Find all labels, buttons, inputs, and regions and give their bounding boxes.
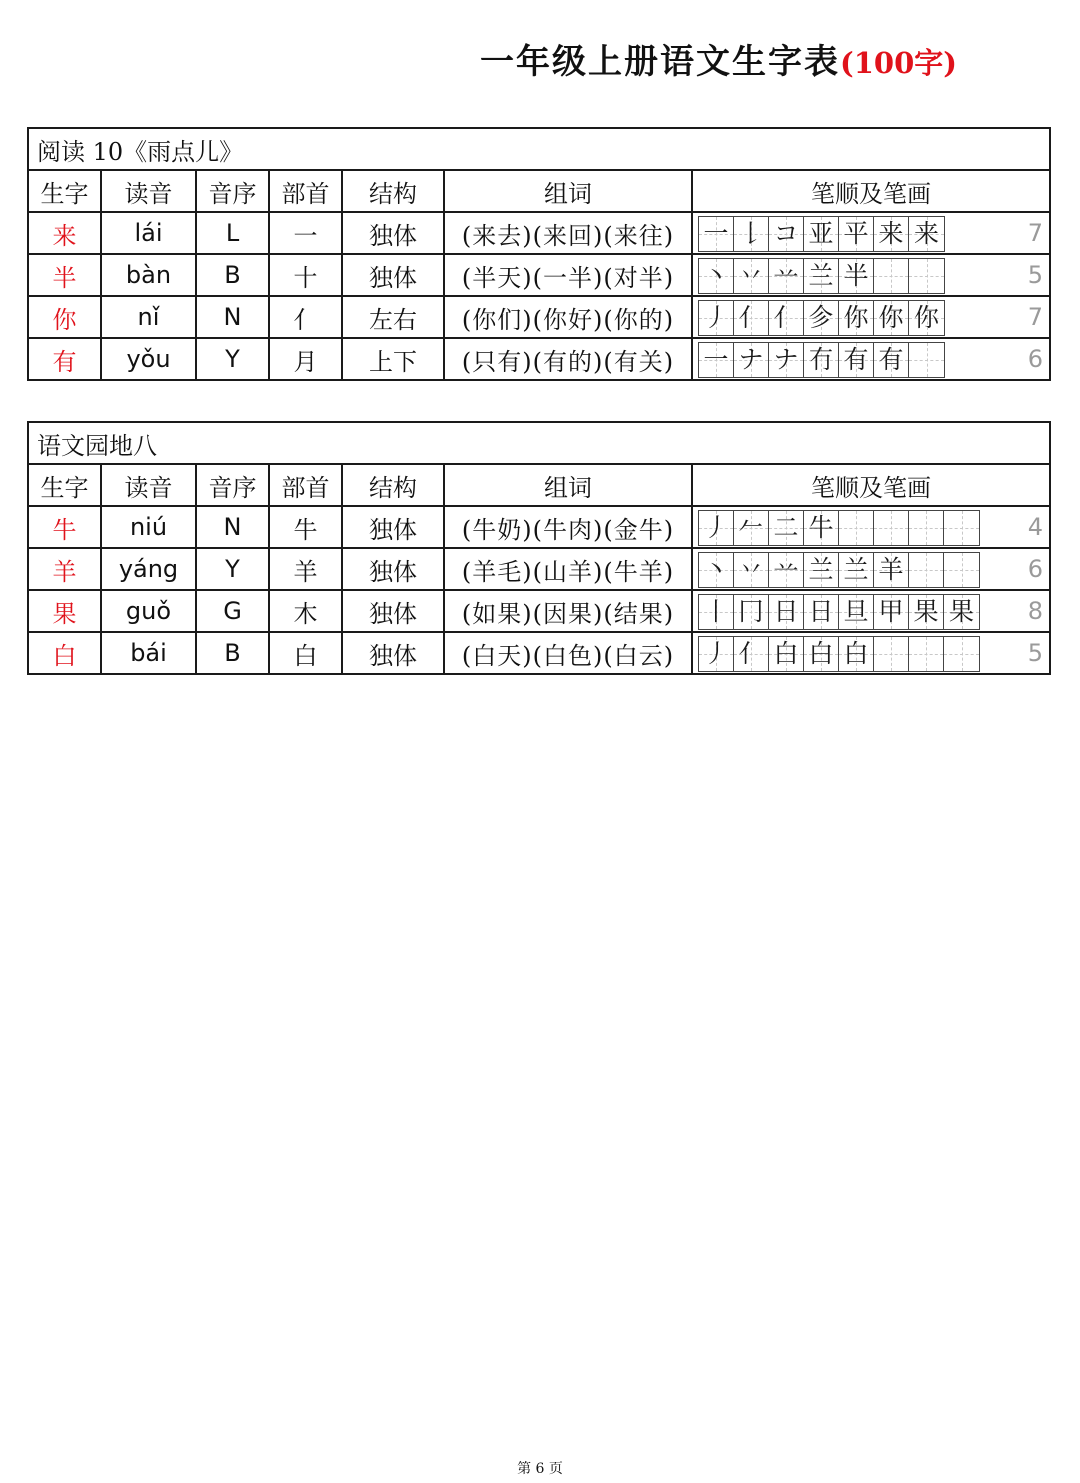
stroke-box [874, 595, 909, 629]
stroke-step: 𠂉 [738, 513, 764, 542]
char-cell: 来 [28, 212, 101, 254]
stroke-box [734, 217, 769, 251]
stroke-box [699, 301, 734, 335]
radical-cell: 亻 [269, 296, 342, 338]
char-cell: 白 [28, 632, 101, 674]
index-cell: G [196, 590, 269, 632]
radical-cell: 十 [269, 254, 342, 296]
stroke-box [874, 259, 909, 293]
stroke-step: 一 [703, 345, 729, 374]
stroke-box [909, 553, 944, 587]
character-row [28, 296, 1050, 338]
structure-cell: 独体 [342, 506, 444, 548]
stroke-order-cell [692, 548, 1050, 590]
stroke-box [874, 511, 909, 545]
char-cell: 有 [28, 338, 101, 380]
stroke-order-cell [692, 506, 1050, 548]
stroke-step: 𠄌 [738, 219, 764, 248]
stroke-box [699, 595, 734, 629]
stroke-step: 白 [808, 639, 834, 668]
stroke-step: 你 [843, 303, 869, 332]
stroke-box [769, 301, 804, 335]
stroke-box [769, 259, 804, 293]
stroke-count: 8 [1027, 597, 1044, 625]
stroke-box [909, 343, 944, 377]
stroke-grid [698, 258, 945, 294]
stroke-box [839, 343, 874, 377]
title-count: (100字) [840, 46, 957, 80]
stroke-box [734, 595, 769, 629]
lesson-table-yuwen-yuandi-8 [27, 421, 1051, 675]
stroke-step: 一 [703, 219, 729, 248]
char-cell: 牛 [28, 506, 101, 548]
stroke-step: 有 [878, 345, 904, 374]
stroke-step: 日 [773, 597, 799, 626]
stroke-box [839, 259, 874, 293]
header-char: 生字 [28, 464, 101, 506]
stroke-order-cell [692, 632, 1050, 674]
stroke-box [804, 511, 839, 545]
header-strokes: 笔顺及笔画 [692, 170, 1050, 212]
pinyin-cell: bái [101, 632, 196, 674]
pinyin-cell: lái [101, 212, 196, 254]
stroke-box [839, 637, 874, 671]
header-pinyin: 读音 [101, 170, 196, 212]
stroke-step: 果 [913, 597, 939, 626]
stroke-box [804, 343, 839, 377]
stroke-grid [698, 216, 945, 252]
stroke-step: 亻 [773, 303, 799, 332]
stroke-step: 亻 [738, 303, 764, 332]
stroke-step: 兰 [843, 555, 869, 584]
stroke-grid [698, 552, 980, 588]
stroke-step: 羊 [878, 555, 904, 584]
stroke-box [874, 217, 909, 251]
stroke-box [909, 259, 944, 293]
index-cell: N [196, 506, 269, 548]
stroke-box [699, 217, 734, 251]
stroke-box [769, 595, 804, 629]
index-cell: B [196, 632, 269, 674]
stroke-step: 白 [843, 639, 869, 668]
stroke-step: ナ [773, 345, 799, 374]
stroke-box [734, 553, 769, 587]
stroke-box [699, 637, 734, 671]
stroke-step: 丿 [703, 639, 729, 668]
words-cell: (半天)(一半)(对半) [444, 254, 692, 296]
stroke-step: コ [773, 219, 799, 248]
stroke-step: 旦 [843, 597, 869, 626]
words-cell: (牛奶)(牛肉)(金牛) [444, 506, 692, 548]
stroke-order-cell [692, 212, 1050, 254]
stroke-box [874, 301, 909, 335]
stroke-step: 白 [773, 639, 799, 668]
stroke-step: 䒑 [773, 261, 799, 290]
words-cell: (你们)(你好)(你的) [444, 296, 692, 338]
stroke-step: 有 [843, 345, 869, 374]
stroke-step: 丨 [703, 597, 729, 626]
pinyin-cell: nǐ [101, 296, 196, 338]
header-char: 生字 [28, 170, 101, 212]
structure-cell: 独体 [342, 254, 444, 296]
stroke-step: 丿 [703, 303, 729, 332]
stroke-count: 6 [1027, 555, 1044, 583]
stroke-step: 半 [843, 261, 869, 290]
section-caption: 阅读 10《雨点儿》 [28, 128, 1050, 170]
stroke-step: 平 [843, 219, 869, 248]
stroke-order-cell [692, 338, 1050, 380]
stroke-step: 牛 [808, 513, 834, 542]
stroke-order-cell [692, 296, 1050, 338]
radical-cell: 一 [269, 212, 342, 254]
structure-cell: 上下 [342, 338, 444, 380]
stroke-count: 5 [1027, 261, 1044, 289]
char-cell: 果 [28, 590, 101, 632]
pinyin-cell: guǒ [101, 590, 196, 632]
header-row [28, 170, 1050, 212]
stroke-count: 5 [1027, 639, 1044, 667]
header-index: 音序 [196, 170, 269, 212]
stroke-box [909, 595, 944, 629]
character-row [28, 338, 1050, 380]
stroke-step: 丿 [703, 513, 729, 542]
stroke-box [804, 637, 839, 671]
index-cell: N [196, 296, 269, 338]
stroke-box [909, 217, 944, 251]
stroke-step: 来 [878, 219, 904, 248]
stroke-box [734, 343, 769, 377]
stroke-box [874, 637, 909, 671]
stroke-step: 亚 [808, 219, 834, 248]
header-words: 组词 [444, 170, 692, 212]
stroke-box [804, 553, 839, 587]
pinyin-cell: yǒu [101, 338, 196, 380]
stroke-step: 冂 [738, 597, 764, 626]
stroke-grid [698, 510, 980, 546]
stroke-box [699, 553, 734, 587]
stroke-box [839, 595, 874, 629]
section-caption: 语文园地八 [28, 422, 1050, 464]
stroke-step: 䒑 [773, 555, 799, 584]
header-structure: 结构 [342, 464, 444, 506]
radical-cell: 牛 [269, 506, 342, 548]
character-row [28, 548, 1050, 590]
stroke-box [804, 217, 839, 251]
stroke-order-cell [692, 590, 1050, 632]
header-strokes: 笔顺及笔画 [692, 464, 1050, 506]
header-row [28, 464, 1050, 506]
index-cell: Y [196, 548, 269, 590]
stroke-grid [698, 342, 945, 378]
stroke-step: 㐱 [808, 303, 834, 332]
stroke-box [804, 595, 839, 629]
stroke-box [804, 259, 839, 293]
stroke-box [734, 301, 769, 335]
stroke-box [769, 637, 804, 671]
index-cell: L [196, 212, 269, 254]
stroke-grid [698, 594, 980, 630]
stroke-grid [698, 636, 980, 672]
stroke-box [874, 553, 909, 587]
stroke-step: 日 [808, 597, 834, 626]
pinyin-cell: niú [101, 506, 196, 548]
stroke-step: 你 [913, 303, 939, 332]
words-cell: (如果)(因果)(结果) [444, 590, 692, 632]
header-words: 组词 [444, 464, 692, 506]
stroke-box [909, 511, 944, 545]
structure-cell: 独体 [342, 548, 444, 590]
structure-cell: 左右 [342, 296, 444, 338]
stroke-step: 兰 [808, 261, 834, 290]
character-row [28, 506, 1050, 548]
char-cell: 半 [28, 254, 101, 296]
structure-cell: 独体 [342, 632, 444, 674]
stroke-count: 7 [1027, 219, 1044, 247]
stroke-step: 甲 [878, 597, 904, 626]
char-cell: 你 [28, 296, 101, 338]
structure-cell: 独体 [342, 212, 444, 254]
stroke-box [804, 301, 839, 335]
character-row [28, 632, 1050, 674]
radical-cell: 月 [269, 338, 342, 380]
stroke-grid [698, 300, 945, 336]
stroke-step: 果 [948, 597, 974, 626]
stroke-box [909, 301, 944, 335]
stroke-box [944, 511, 979, 545]
words-cell: (来去)(来回)(来往) [444, 212, 692, 254]
stroke-step: 亻 [738, 639, 764, 668]
stroke-step: 丷 [738, 261, 764, 290]
lesson-table-reading-10 [27, 127, 1051, 381]
stroke-box [699, 511, 734, 545]
words-cell: (白天)(白色)(白云) [444, 632, 692, 674]
character-row [28, 590, 1050, 632]
radical-cell: 木 [269, 590, 342, 632]
stroke-step: 冇 [808, 345, 834, 374]
stroke-count: 7 [1027, 303, 1044, 331]
pinyin-cell: yáng [101, 548, 196, 590]
character-row [28, 212, 1050, 254]
document-title [480, 34, 957, 84]
page-number: 第 6 页 [517, 1461, 563, 1477]
stroke-box [839, 553, 874, 587]
stroke-box [769, 511, 804, 545]
stroke-box [769, 217, 804, 251]
stroke-box [944, 637, 979, 671]
stroke-step: 丶 [703, 261, 729, 290]
words-cell: (羊毛)(山羊)(牛羊) [444, 548, 692, 590]
character-row [28, 254, 1050, 296]
structure-cell: 独体 [342, 590, 444, 632]
stroke-box [874, 343, 909, 377]
stroke-step: 来 [913, 219, 939, 248]
stroke-box [734, 259, 769, 293]
index-cell: Y [196, 338, 269, 380]
header-structure: 结构 [342, 170, 444, 212]
stroke-box [944, 595, 979, 629]
stroke-box [909, 637, 944, 671]
index-cell: B [196, 254, 269, 296]
stroke-step: ナ [738, 345, 764, 374]
stroke-count: 6 [1027, 345, 1044, 373]
stroke-box [839, 301, 874, 335]
stroke-step: 丶 [703, 555, 729, 584]
header-index: 音序 [196, 464, 269, 506]
stroke-step: 你 [878, 303, 904, 332]
radical-cell: 白 [269, 632, 342, 674]
stroke-box [769, 343, 804, 377]
radical-cell: 羊 [269, 548, 342, 590]
stroke-box [769, 553, 804, 587]
stroke-step: 二 [773, 513, 799, 542]
stroke-box [839, 217, 874, 251]
stroke-box [839, 511, 874, 545]
title-text: 一年级上册语文生字表 [480, 42, 840, 82]
stroke-box [734, 511, 769, 545]
words-cell: (只有)(有的)(有关) [444, 338, 692, 380]
char-cell: 羊 [28, 548, 101, 590]
stroke-step: 兰 [808, 555, 834, 584]
header-pinyin: 读音 [101, 464, 196, 506]
stroke-box [699, 343, 734, 377]
pinyin-cell: bàn [101, 254, 196, 296]
stroke-count: 4 [1027, 513, 1044, 541]
stroke-box [699, 259, 734, 293]
stroke-box [944, 553, 979, 587]
header-radical: 部首 [269, 170, 342, 212]
stroke-order-cell [692, 254, 1050, 296]
stroke-step: 丷 [738, 555, 764, 584]
stroke-box [734, 637, 769, 671]
header-radical: 部首 [269, 464, 342, 506]
